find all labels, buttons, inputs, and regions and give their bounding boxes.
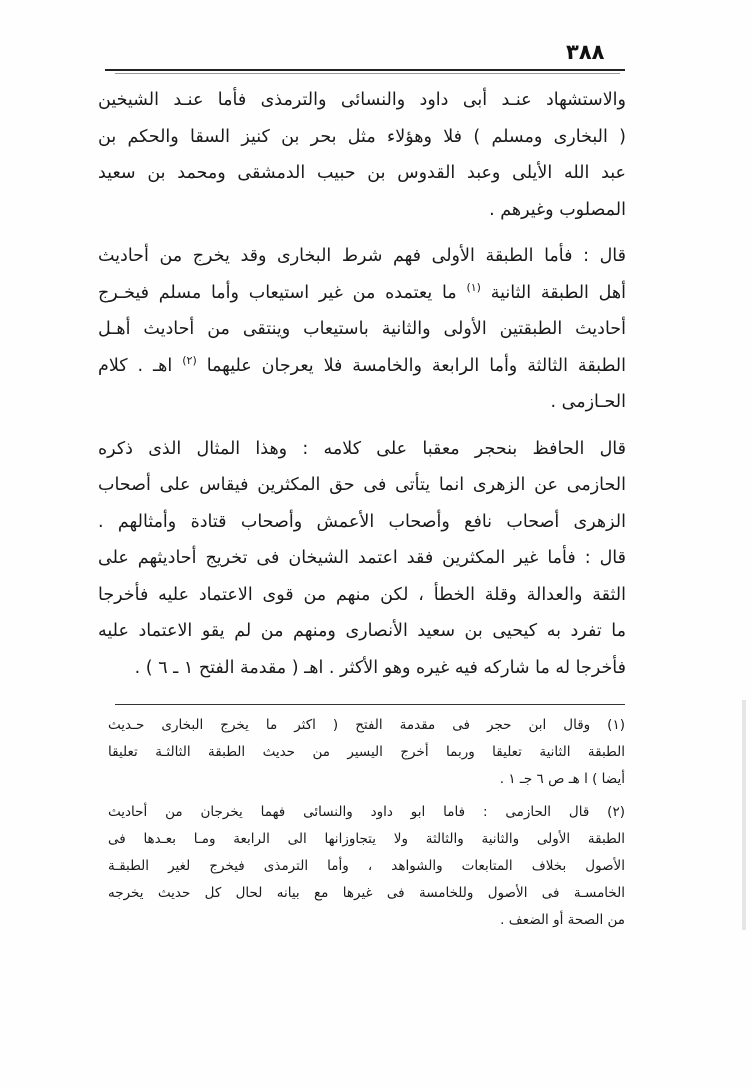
footnote-ref[interactable]: (١) [466, 280, 481, 294]
paragraph [98, 431, 626, 687]
footnote-2 [108, 799, 625, 934]
text-line: الثقة والعدالة وقلة الخطأ ، لكن منهم من قوى الاعتماد عليه فأخرجا [98, 584, 626, 605]
paragraph-gap [98, 228, 626, 238]
footnote-line: (١) وقال ابن حجر فى مقدمة الفتح ( اكثر ما يخرج البخارى حـديث [108, 717, 625, 733]
text-segment: ما يعتمده من غير استيعاب وأما مسلم فيخـرج [98, 282, 457, 303]
footnote-line: الخامسـة فى الأصول وللخامسة فى غيرها مع بيانه لحال كل حديث يخرجه [108, 885, 625, 901]
main-text [98, 82, 626, 686]
text-line: قال : فأما الطبقة الأولى فهم شرط البخارى وقد يخرج من أحاديث [98, 246, 626, 266]
text-line: الزهرى أصحاب نافع وأصحاب الأعمش وأصحاب قتادة وأمثالهم . [98, 511, 626, 532]
header-rule-thin [115, 73, 620, 74]
text-line: قال الحافظ بنحجر معقبا على كلامه : وهذا المثال الذى ذكره [98, 438, 626, 459]
paragraph-gap [98, 421, 626, 431]
footnote-line: أيضا ) ا هـ ص ٦ جـ ١ . [499, 771, 625, 787]
page-number: ٣٨٨ [566, 40, 605, 64]
footnote-line: الأصول بخلاف المتابعات والشواهد ، وأما الترمذى فيخرج لغير الطبقـة [108, 858, 625, 874]
text-line: المصلوب وغيرهم . [489, 199, 626, 220]
text-segment: أهل الطبقة الثانية [490, 282, 626, 303]
text-segment: الطبقة الثالثة وأما الرابعة والخامسة فلا يعرجان عليهما [206, 355, 626, 376]
footnote-ref[interactable]: (٢) [182, 353, 197, 367]
paragraph [98, 238, 626, 421]
text-line-with-note [98, 348, 626, 385]
footnotes [108, 712, 625, 934]
text-line: والاستشهاد عنـد أبى داود والنسائى والترمذى فأما عنـد الشيخين [98, 90, 626, 110]
text-line: الحـازمى . [550, 392, 626, 412]
header-rule [105, 69, 625, 71]
footnote-line: الطبقة الأولى والثانية والثالثة ولا يتجاوزانها الى الرابعة ومـا بعـدها فى [108, 831, 625, 847]
footnote-line: (٢) قال الحازمى : فاما ابو داود والنسائى فهما يخرجان من أحاديث [108, 804, 625, 820]
text-line: أحاديث الطبقتين الأولى والثانية باستيعاب وينتقى من أحاديث أهـل [98, 319, 626, 339]
text-line: ( البخارى ومسلم ) فلا وهؤلاء مثل بحر بن كنيز السقا والحكم بن [98, 126, 626, 147]
text-line: فأخرجا له ما شاركه فيه غيره وهو الأكثر . اهـ ( مقدمة الفتح ١ ـ ٦ ) . [134, 657, 626, 678]
text-line: قال : فأما غير المكثرين فقد اعتمد الشيخان فى تخريج أحاديثهم على [98, 548, 626, 568]
footnote-1 [108, 712, 625, 793]
paragraph [98, 82, 626, 228]
text-line: ما تفرد به كيحيى بن سعيد الأنصارى ومنهم من لم يقو الاعتماد عليه [98, 621, 626, 641]
footnote-line: الطبقة الثانية تعليقا وربما أخرج اليسير من حديث الطبقة الثالثـة تعليقا [108, 744, 625, 760]
scan-edge-shadow [742, 700, 746, 930]
text-line: عبد الله الأيلى وعبد القدوس بن حبيب الدمشقى ومحمد بن سعيد [98, 163, 626, 183]
text-line-with-note [98, 275, 626, 312]
text-line: الحازمى عن الزهرى انما يتأتى فى حق المكثرين فيقاس على أصحاب [98, 475, 626, 495]
footnote-line: من الصحة أو الضعف . [500, 912, 625, 928]
text-segment: اهـ . كلام [98, 355, 173, 376]
footnote-separator [115, 704, 625, 705]
